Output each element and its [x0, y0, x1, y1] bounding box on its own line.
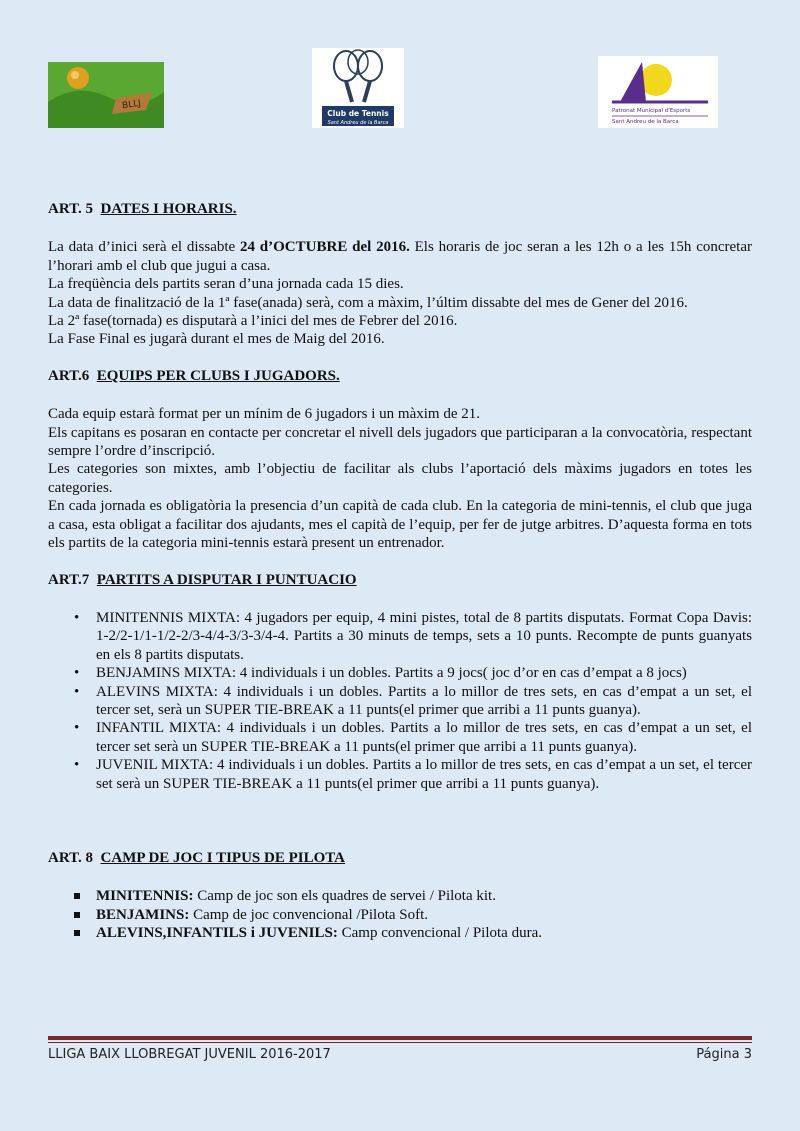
- club-tennis-logo-line1: Club de Tennis: [327, 109, 389, 118]
- lliga-logo-text: BLLJ: [121, 98, 142, 112]
- page-footer: [48, 1047, 752, 1062]
- art5-number: ART. 5: [48, 201, 94, 217]
- footer-title: LLIGA BAIX LLOBREGAT JUVENIL 2016-2017: [48, 1047, 331, 1062]
- lliga-logo: [48, 62, 164, 128]
- art6-heading: [48, 367, 752, 385]
- art5-paragraph-1: [48, 238, 752, 275]
- document-body: [48, 200, 752, 943]
- art7-item-benjamins: • BENJAMINS MIXTA: 4 individuals i un dobles. Partits a 9 jocs( joc d’or en cas d’empat a 8 jocs): [48, 664, 752, 682]
- art8-item-alevins: [48, 924, 752, 942]
- art6-number: ART.6: [48, 367, 90, 384]
- art6-title: EQUIPS PER CLUBS I JUGADORS.: [96, 367, 340, 384]
- art7-item-alevins: • ALEVINS MIXTA: 4 individuals i un dobles. Partits a lo millor de tres sets, en cas d’empat a un set, el tercer set, serà un SUPER TIE-BREAK a 11 punts(el primer que arribi a 11 punts guanya).: [48, 683, 752, 720]
- art8-item-label: ALEVINS,INFANTILS i JUVENILS:: [96, 925, 338, 942]
- patronat-logo-line1: Patronat Municipal d'Esports: [612, 108, 691, 114]
- art8-heading: [48, 849, 752, 867]
- art7-number: ART.7: [48, 571, 90, 588]
- art5-start-date: 24 d’OCTUBRE del 2016.: [240, 239, 410, 256]
- art7-heading: [48, 571, 752, 589]
- club-tennis-logo-line2: Sant Andreu de la Barca: [327, 120, 389, 126]
- art8-item-label: BENJAMINS:: [96, 906, 190, 923]
- art7-item-juvenil: • JUVENIL MIXTA: 4 individuals i un dobles. Partits a lo millor de tres sets, en cas d’empat a un set, el tercer set serà un SUPER TIE-BREAK a 11 punts(el primer que arribi a 11 punts guanya).: [48, 756, 752, 793]
- footer-rule-thin: [48, 1042, 752, 1043]
- art5-paragraph-5: La Fase Final es jugarà durant el mes de Maig del 2016.: [48, 331, 385, 348]
- patronat-logo: [598, 56, 718, 128]
- art8-item-text: Camp convencional / Pilota dura.: [337, 925, 542, 942]
- art8-list: [48, 887, 752, 942]
- art5-title: DATES I HORARIS.: [100, 201, 237, 217]
- art5-p1-b: Els horaris de joc seran a les 12h o a les 15h concretar l’horari amb el club que jugui a casa.: [48, 239, 752, 274]
- art5-p1-a: La data d’inici serà el dissabte: [48, 239, 241, 256]
- patronat-logo-line2: Sant Andreu de la Barca: [612, 119, 679, 125]
- art8-item-label: MINITENNIS:: [96, 888, 194, 905]
- art6-paragraph-2: Els capitans es posaran en contacte per concretar el nivell dels jugadors que participaran a la convocatòria, respectant sempre l’ordre d’inscripció.: [48, 424, 752, 460]
- art8-item-text: Camp de joc convencional /Pilota Soft.: [189, 906, 429, 923]
- art5-paragraph-3: La data de finalització de la 1ª fase(anada) serà, com a màxim, l’últim dissabte del mes de Gener del 2016.: [48, 294, 688, 311]
- art8-item-benjamins: [48, 906, 752, 924]
- art8-number: ART. 8: [48, 849, 94, 866]
- art7-item-infantil: • INFANTIL MIXTA: 4 individuals i un dobles. Partits a lo millor de tres sets, en cas d’empat a un set, el tercer set serà un SUPER TIE-BREAK a 11 punts(el primer que arribi a 11 punts guanya).: [48, 719, 752, 756]
- footer-rule-thick: [48, 1036, 752, 1040]
- art8-item-minitennis: [48, 887, 752, 905]
- page-number: Página 3: [696, 1047, 752, 1062]
- art7-title: PARTITS A DISPUTAR I PUNTUACIO: [96, 571, 357, 588]
- art7-item-minitennis: • MINITENNIS MIXTA: 4 jugadors per equip, 4 mini pistes, total de 8 partits disputats. Format Copa Davis: 1-2/2-1/1-1/2-2/3-4/4-3/3-3/4-4. Partits a 30 minuts de temps, sets a 10 punts. Recompte de punts guanyats en els 8 partits disputats.: [48, 609, 752, 664]
- art6-paragraph-1: Cada equip estarà format per un mínim de 6 jugadors i un màxim de 21.: [48, 406, 480, 423]
- art8-title: CAMP DE JOC I TIPUS DE PILOTA: [100, 849, 346, 866]
- art5-heading: [48, 200, 752, 218]
- art8-item-text: Camp de joc son els quadres de servei / Pilota kit.: [193, 888, 496, 905]
- art5-paragraph-2: La freqüència dels partits seran d’una jornada cada 15 dies.: [48, 276, 404, 293]
- art7-list: [48, 609, 752, 793]
- art5-paragraph-4: La 2ª fase(tornada) es disputarà a l’inici del mes de Febrer del 2016.: [48, 313, 458, 330]
- art6-paragraph-4: En cada jornada es obligatòria la presencia d’un capità de cada club. En la categoria de mini-tennis, el club que juga a casa, esta obligat a facilitar dos ajudants, mes el capità de l’equip, per fer de jutge arbitres. D’aquesta forma en tots els partits de la categoria mini-tennis estarà present un entrenador.: [48, 498, 752, 552]
- art6-paragraph-3: Les categories son mixtes, amb l’objectiu de facilitar als clubs l’aportació dels màxims jugadors en totes les categories.: [48, 461, 752, 496]
- club-tennis-logo: [312, 48, 404, 128]
